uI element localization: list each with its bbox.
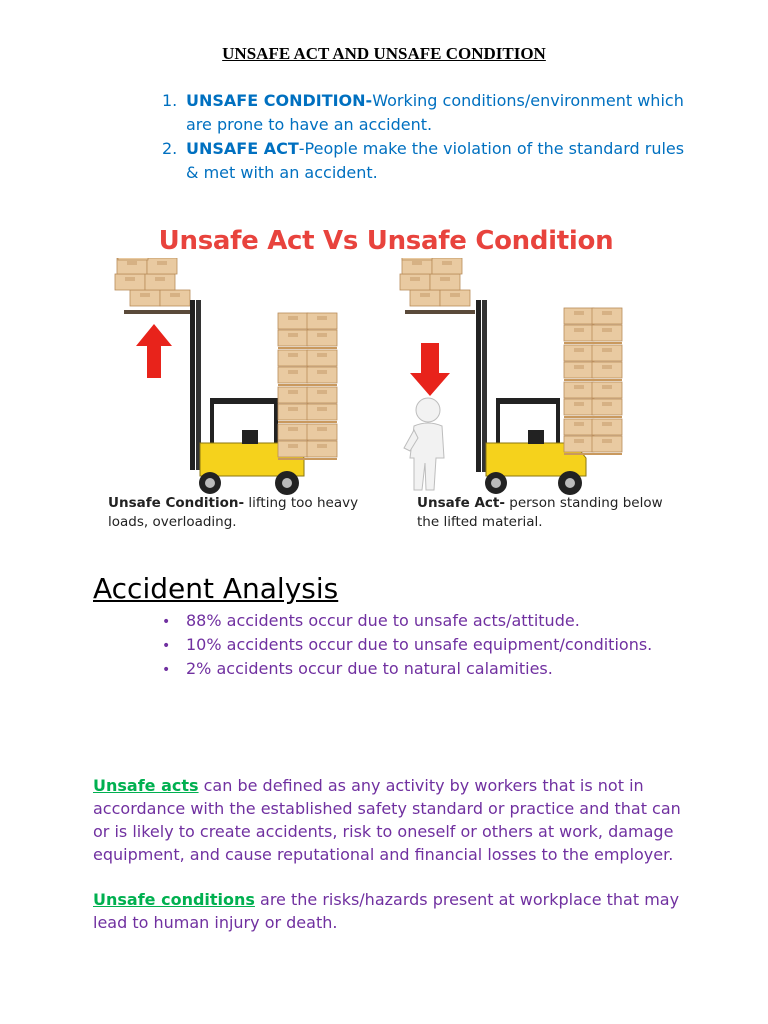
comparison-figure [92,218,680,548]
figure-title: Unsafe Act Vs Unsafe Condition [158,226,614,256]
term-label: Unsafe acts [93,776,199,795]
down-arrow-icon [410,343,450,396]
lifted-boxes-right [400,258,475,314]
illustration [92,258,680,528]
term-label: Unsafe conditions [93,890,255,909]
paragraph-text: can be defined as any activity by workers that is not in accordance with the established safety standard or practice and that can or is likely to create accidents, risk to oneself or others at work, damage equipment, and cause reputational and financial losses to the employer. [93,776,681,864]
up-arrow-icon [136,324,172,378]
caption-term: Unsafe Condition- [108,495,245,511]
left-caption [108,494,378,532]
list-item: • 88% accidents occur due to unsafe acts/attitude. [186,609,666,633]
caption-term: Unsafe Act- [417,495,505,511]
definition-item [162,89,686,137]
lifted-boxes-left [115,258,190,314]
definition-text: -People make the violation of the standard rules & met with an accident. [186,139,685,182]
definition-list [162,89,686,185]
list-item: • 2% accidents occur due to natural calamities. [186,657,666,681]
section-heading: Accident Analysis [93,572,339,605]
definition-item [162,137,686,185]
box-stack-right [564,308,622,455]
document-title: UNSAFE ACT AND UNSAFE CONDITION [222,44,546,63]
list-number: 2. [162,139,178,158]
list-item: • 10% accidents occur due to unsafe equipment/conditions. [186,633,666,657]
definition-term: UNSAFE ACT [186,139,299,158]
definition-text: Working conditions/environment which are prone to have an accident. [186,91,684,134]
left-scene [115,258,337,495]
analysis-bullet-list [186,609,666,681]
right-caption [417,494,687,532]
definition-term: UNSAFE CONDITION- [186,91,373,110]
caption-text: lifting too heavy [244,495,359,511]
caption-text: person standing below [504,495,663,511]
right-scene [400,258,622,495]
box-stack-left [278,313,337,460]
paragraph-text: are the risks/hazards present at workplace that may lead to human injury or death. [93,890,680,932]
unsafe-conditions-paragraph [93,888,683,934]
unsafe-acts-paragraph [93,774,683,866]
person-icon [404,398,444,490]
caption-text: the lifted material. [417,514,543,530]
list-number: 1. [162,91,178,110]
caption-text: loads, overloading. [108,514,237,530]
